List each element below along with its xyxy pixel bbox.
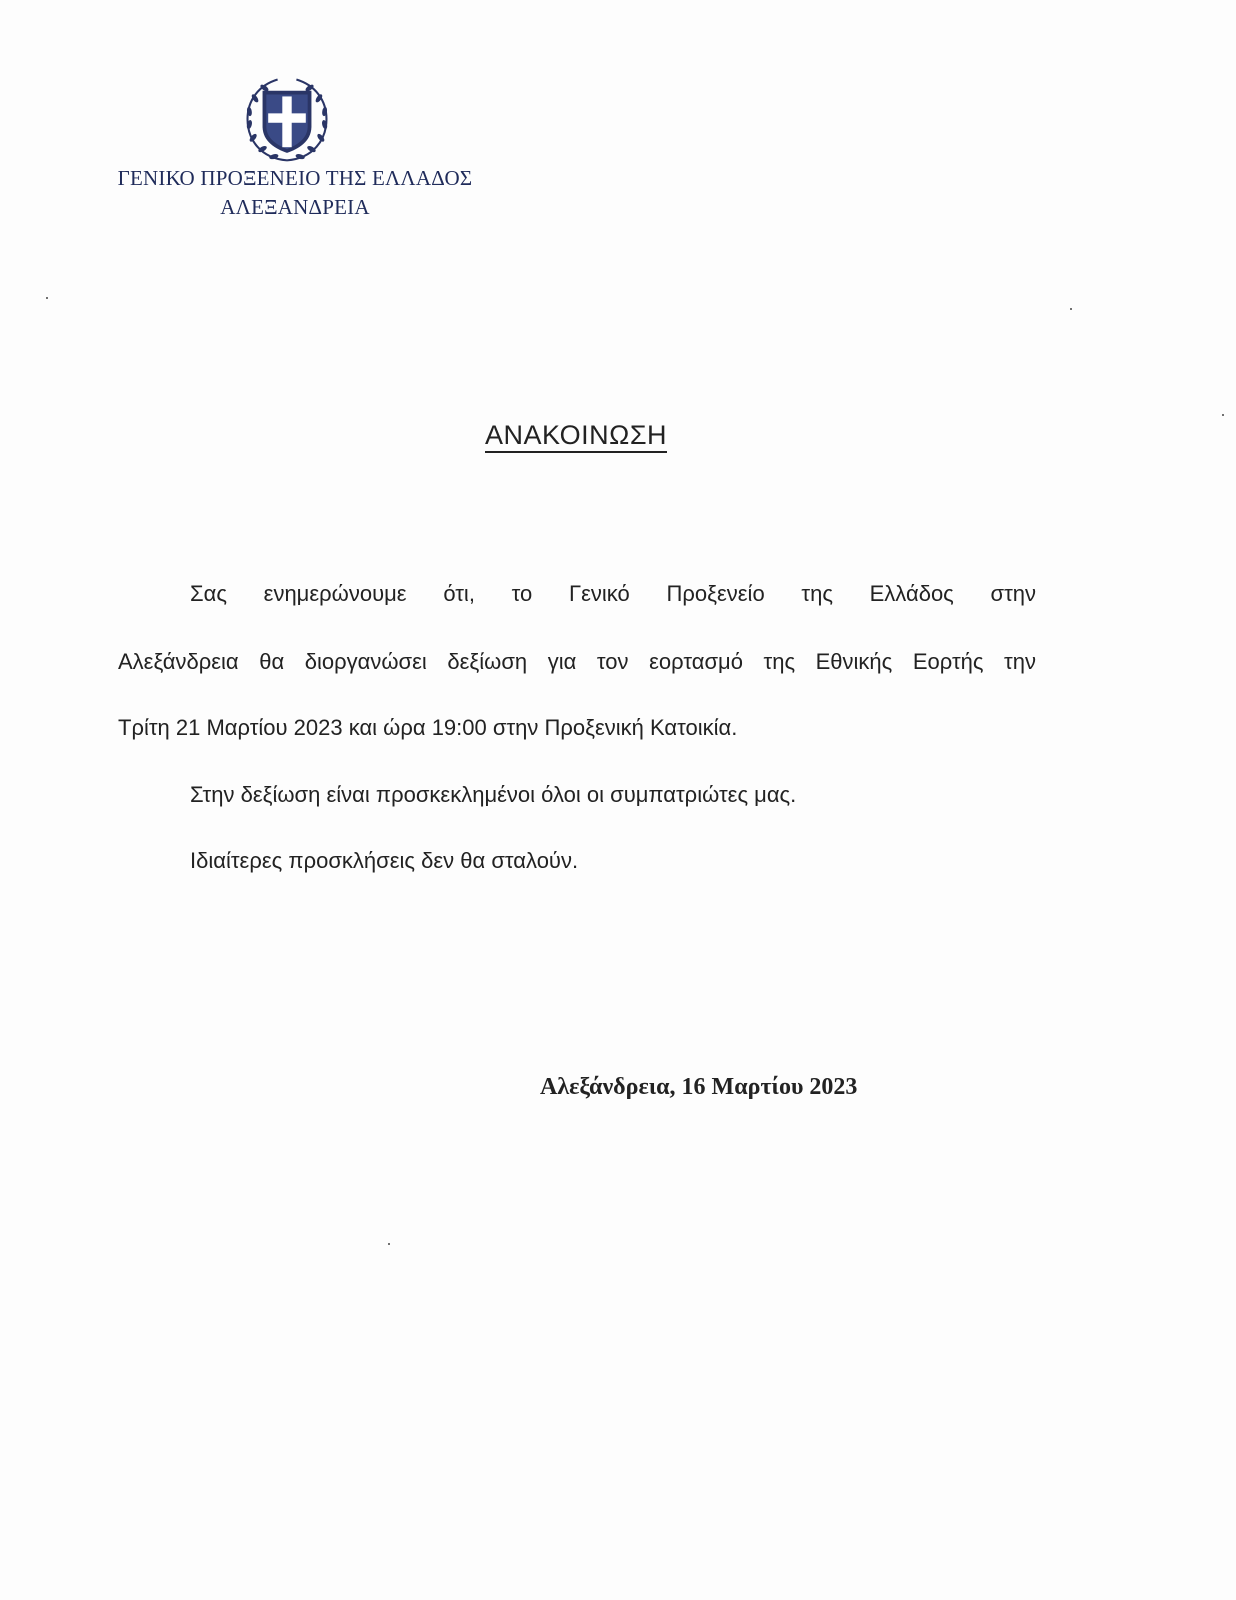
scan-speck bbox=[46, 297, 48, 299]
scan-speck bbox=[1070, 308, 1072, 310]
body-line: Αλεξάνδρεια θα διοργανώσει δεξίωση για τον εορτασμό της Εθνικής Εορτής την bbox=[118, 649, 1036, 674]
body-line: Σας ενημερώνουμε ότι, το Γενικό Προξενείο της Ελλάδος στην bbox=[190, 581, 1036, 606]
signature-date: Αλεξάνδρεια, 16 Μαρτίου 2023 bbox=[540, 1074, 858, 1100]
issuer-name: ΓΕΝΙΚΟ ΠΡΟΞΕΝΕΙΟ ΤΗΣ ΕΛΛΑΔΟΣ bbox=[117, 166, 473, 190]
issuer-city: ΑΛΕΞΑΝΔΡΕΙΑ bbox=[220, 195, 370, 219]
greek-coat-of-arms-icon bbox=[240, 72, 334, 166]
scan-speck bbox=[388, 1243, 390, 1245]
body-line: Στην δεξίωση είναι προσκεκλημένοι όλοι οι συμπατριώτες μας. bbox=[190, 782, 797, 807]
scan-speck bbox=[1222, 414, 1224, 416]
body-line: Ιδιαίτερες προσκλήσεις δεν θα σταλούν. bbox=[190, 848, 579, 873]
body-line: Τρίτη 21 Μαρτίου 2023 και ώρα 19:00 στην Προξενική Κατοικία. bbox=[118, 715, 738, 740]
document-title bbox=[0, 420, 1152, 451]
document-title-text: ΑΝΑΚΟΙΝΩΣΗ bbox=[485, 420, 667, 453]
